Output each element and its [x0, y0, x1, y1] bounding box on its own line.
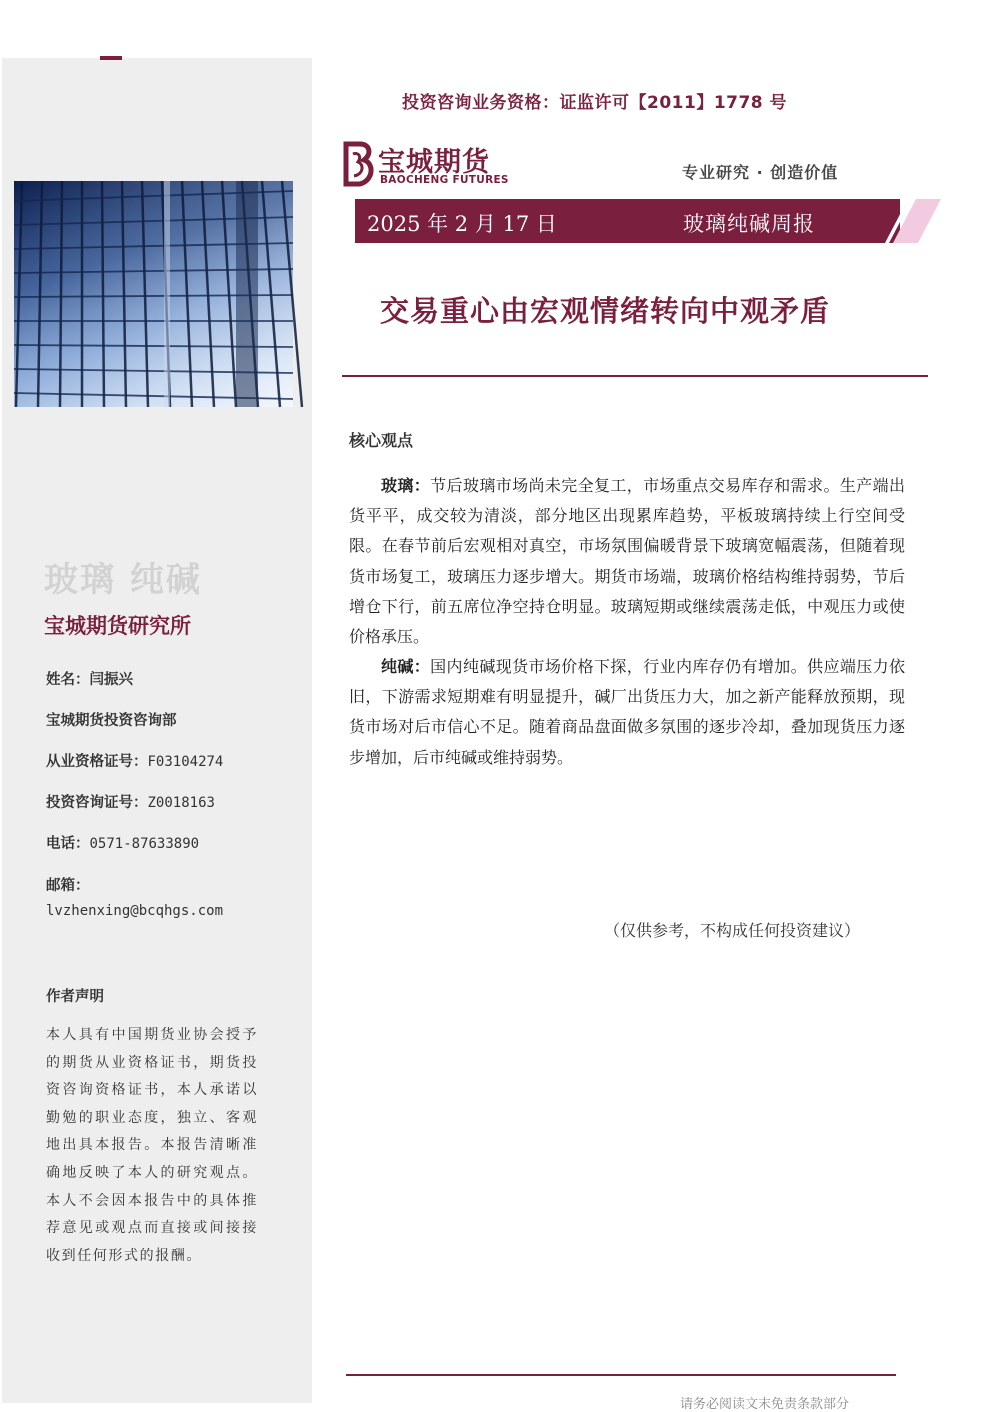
report-date: 2025 年 2 月 17 日	[367, 212, 557, 236]
sidebar-institute: 宝城期货研究所	[44, 614, 191, 638]
title-divider	[342, 375, 928, 377]
statement-heading: 作者声明	[46, 989, 104, 1005]
analyst-name: 姓名：闫振兴	[46, 672, 133, 688]
advisory-number-row	[46, 791, 215, 812]
phone-value: 0571-87633890	[89, 836, 200, 852]
soda-label: 纯碱：	[381, 657, 431, 676]
analyst-dept: 宝城期货投资咨询部	[46, 713, 177, 729]
company-logo	[340, 140, 520, 190]
statement-text: 本人具有中国期货业协会授予的期货从业资格证书，期货投资咨询资格证书，本人承诺以勤勉的职业态度，独立、客观地出具本报告。本报告清晰准确地反映了本人的研究观点。本人不会因本报告中的具体推荐意见或观点而直接或间接接收到任何形式的报酬。	[46, 1027, 258, 1264]
email-value[interactable]: lvzhenxing@bcqhgs.com	[46, 903, 224, 919]
sidebar-category: 玻璃 纯碱	[44, 560, 202, 600]
report-title: 交易重心由宏观情绪转向中观矛盾	[380, 294, 831, 328]
qualification-line: 投资咨询业务资格：证监许可【2011】1778 号	[402, 93, 788, 113]
soda-paragraph	[349, 652, 905, 773]
logo-b-icon	[340, 140, 376, 188]
core-heading: 核心观点	[349, 431, 414, 450]
banner-stripes-decoration	[855, 199, 941, 243]
phone-row	[46, 832, 199, 853]
cert-value: F03104274	[147, 754, 224, 770]
footer-note: 请务必阅读文末免责条款部分	[680, 1397, 850, 1412]
sidebar-accent-tab	[100, 56, 122, 60]
phone-label: 电话：	[46, 836, 90, 852]
glass-text: 节后玻璃市场尚未完全复工，市场重点交易库存和需求。生产端出货平平，成交较为清淡，部分地区出现累库趋势，平板玻璃持续上行空间受限。在春节前后宏观相对真空，市场氛围偏暖背景下玻璃宽幅震荡，但随着现货市场复工，玻璃压力逐步增大。期货市场端，玻璃价格结构维持弱势，节后增仓下行，前五席位净空持仓明显。玻璃短期或继续震荡走低，中观压力或使价格承压。	[349, 476, 905, 647]
slogan: 专业研究 · 创造价值	[682, 163, 839, 182]
logo-chinese: 宝城期货	[378, 147, 490, 178]
cert-number-row	[46, 750, 223, 771]
soda-text: 国内纯碱现货市场价格下探，行业内库存仍有增加。供应端压力依旧，下游需求短期难有明显提升，碱厂出货压力大，加之新产能释放预期，现货市场对后市信心不足。随着商品盘面做多氛围的逐步冷却，叠加现货压力逐步增加，后市纯碱或维持弱势。	[349, 657, 905, 767]
building-photo	[14, 181, 293, 407]
advisory-value: Z0018163	[147, 795, 215, 811]
logo-english: BAOCHENG FUTURES	[380, 174, 509, 186]
report-type: 玻璃纯碱周报	[683, 212, 815, 236]
glass-paragraph	[349, 471, 905, 652]
disclaimer: （仅供参考，不构成任何投资建议）	[604, 921, 861, 940]
glass-facade-illustration	[14, 181, 293, 407]
glass-label: 玻璃：	[381, 476, 431, 495]
footer-divider	[346, 1374, 896, 1376]
advisory-label: 投资咨询证号：	[46, 795, 148, 811]
date-banner	[355, 199, 900, 243]
cert-label: 从业资格证号：	[46, 754, 148, 770]
email-label: 邮箱：	[46, 878, 90, 894]
